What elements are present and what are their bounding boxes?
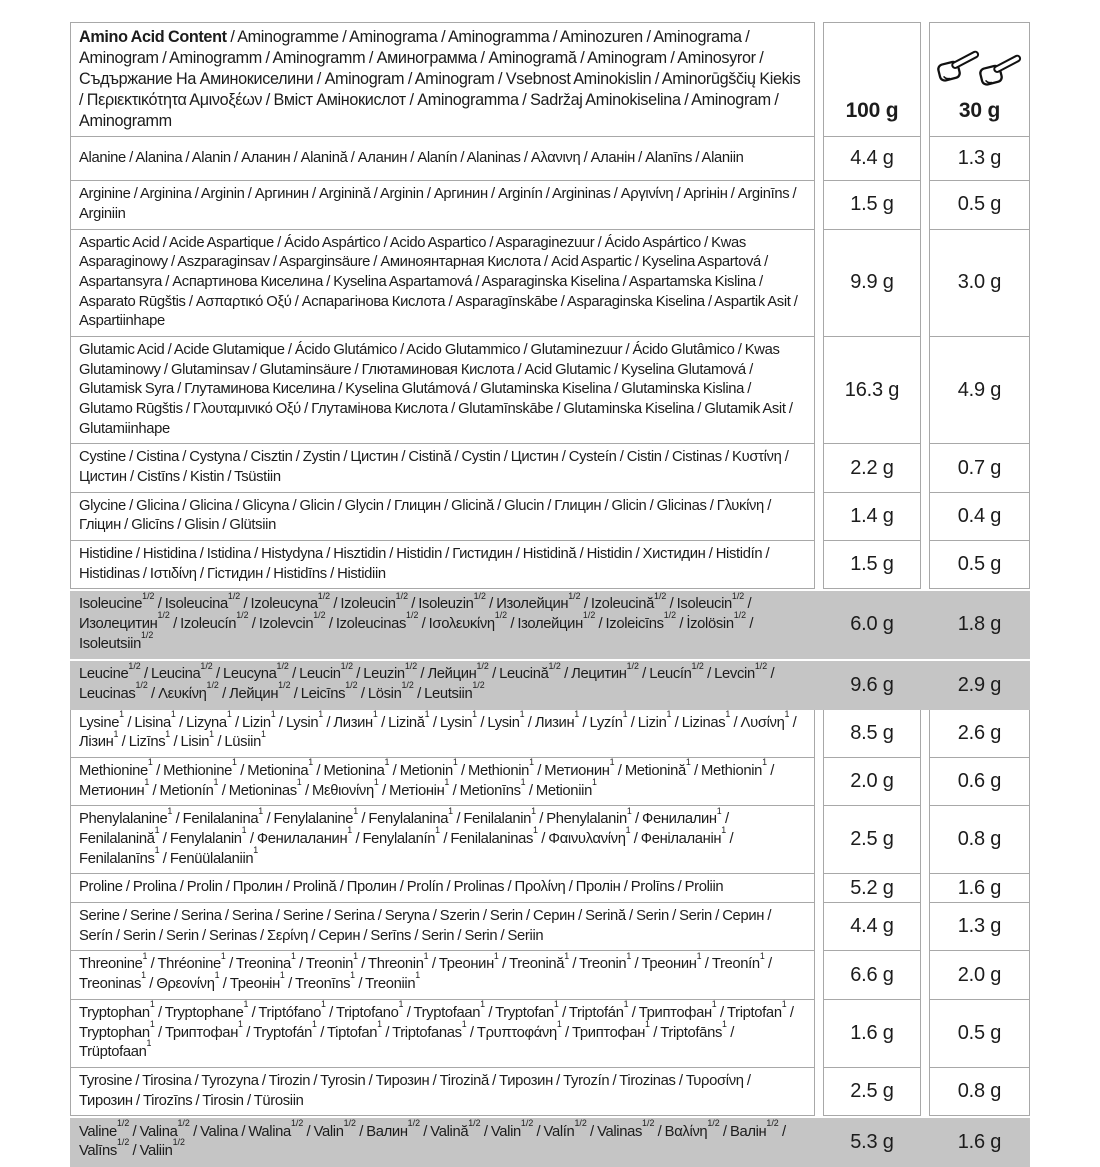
column-gap (815, 806, 823, 874)
table-row-arginine (70, 181, 1030, 229)
value-per-30g: 0.6 g (929, 758, 1030, 806)
table-row-valine (70, 1116, 1030, 1167)
scoop-icons (936, 49, 1024, 85)
amino-acid-label: Tryptophan$^1$ / Tryptophane$^1$ / Triptófano$^1$ / Triptofano$^1$ / Tryptofaan$^1$ / Tryptofan$^1$ / Triptofán$^1$ / Триптофан$^1$ / Triptofan$^1$ / Tryptophan$^1$ / Триптофан$^1$ / Tryptofán$^1$ / Tiptofan$^1$ / Triptofanas$^1$ / Τρυπτοφάνη$^1$ / Триптофан$^1$ / Triptofāns$^1$ / Trüptofaan$^1$ (79, 998, 794, 1061)
column-gap (815, 951, 823, 999)
column-header-30g (929, 22, 1030, 137)
value-per-30g: 0.7 g (929, 444, 1030, 492)
amino-acid-label: Lysine$^1$ / Lisina$^1$ / Lizyna$^1$ / Lizin$^1$ / Lysin$^1$ / Лизин$^1$ / Lizină$^1$ / Lysin$^1$ / Lysin$^1$ / Лизин$^1$ / Lyzín$^1$ / Lizin$^1$ / Lizinas$^1$ / Λυσίνη$^1$ / Лізин$^1$ / Lizīns$^1$ / Lisin$^1$ / Lüsiin$^1$ (79, 708, 797, 751)
column-gap (815, 591, 823, 659)
value-per-30g: 1.8 g (957, 613, 1002, 636)
value-per-30g: 0.8 g (929, 1068, 1030, 1116)
column-gap (815, 137, 823, 181)
amino-acid-label: Phenylalanine$^1$ / Fenilalanina$^1$ / Fenylalanine$^1$ / Fenylalanina$^1$ / Fenilalanin$^1$ / Phenylalanin$^1$ / Фенилалин$^1$ / Fenilalanină$^1$ / Fenylalanin$^1$ / Фенилаланин$^1$ / Fenylalanín$^1$ / Fenilalaninas$^1$ / Φαινυλανίνη$^1$ / Фенілаланін$^1$ / Fenilalanīns$^1$ / Fenüülalaniin$^1$ (79, 805, 734, 867)
column-gap (815, 493, 823, 541)
value-per-30g: 2.6 g (929, 710, 1030, 758)
amino-acid-label: Serine / Serine / Serina / Serina / Serine / Serina / Seryna / Szerin / Serin / Серин / Serină / Serin / Serin / Серин / Serín / Serin / Serin / Serinas / Σερίνη / Серин / Serīns / Serin / Serin / Seriin (79, 908, 772, 944)
table-row-proline (70, 874, 1030, 903)
column-gap (815, 337, 823, 444)
column-header-100g (823, 22, 921, 137)
amino-acid-label: Aspartic Acid / Acide Aspartique / Ácido Aspártico / Acido Aspartico / Asparaginezuur / Ácido Aspártico / Kwas Asparaginowy / Aszparaginsav / Asparginsäure / Аминоянтарная Кислота / Acid Aspartic / Kyselina Aspartová / Aspartansyra / Аспартинова Киселина / Kyselina Aspartamová / Asparaginska Kiselina / Aspartamska Kislina / Asparato Rūgštis / Ασπαρτικό Οξύ / Аспарагінова Кислота / Asparagīnskābe / Asparaginska Kiselina / Aspartik Asit / Aspartiinhape (79, 234, 798, 330)
value-per-30g: 2.9 g (957, 673, 1002, 696)
column-gap (815, 758, 823, 806)
value-per-30g: 1.6 g (929, 874, 1030, 903)
value-per-100g: 2.0 g (823, 758, 921, 806)
column-gap (921, 1118, 929, 1167)
amino-acid-label: Leucine$^{1/2}$ / Leucina$^{1/2}$ / Leucyna$^{1/2}$ / Leucin$^{1/2}$ / Leuzin$^{1/2}$ / Лейцин$^{1/2}$ / Leucină$^{1/2}$ / Лецитин$^{1/2}$ / Leucín$^{1/2}$ / Levcin$^{1/2}$ / Leucinas$^{1/2}$ / Λευκίνη$^{1/2}$ / Лейцин$^{1/2}$ / Leicīns$^{1/2}$ / Lösin$^{1/2}$ / Leutsiin$^{1/2}$ (79, 660, 775, 703)
value-per-30g: 0.8 g (929, 806, 1030, 874)
value-per-100g: 4.4 g (823, 903, 921, 951)
table-row-threonine (70, 951, 1030, 999)
value-per-100g: 1.5 g (823, 181, 921, 229)
value-per-100g: 8.5 g (823, 710, 921, 758)
amino-acid-label: Methionine$^1$ / Methionine$^1$ / Metionina$^1$ / Metionina$^1$ / Metionin$^1$ / Methionin$^1$ / Метионин$^1$ / Metionină$^1$ / Methionin$^1$ / Метионин$^1$ / Metionín$^1$ / Metioninas$^1$ / Μεθιονίνη$^1$ / Метіонін$^1$ / Metionīns$^1$ / Metioniin$^1$ (79, 757, 775, 799)
value-per-30g: 1.6 g (957, 1130, 1002, 1153)
table-header-row (70, 22, 1030, 137)
column-gap (815, 1068, 823, 1116)
column-header-100g-label: 100 g (845, 99, 899, 123)
column-gap (815, 444, 823, 492)
value-per-100g: 5.3 g (850, 1130, 894, 1153)
column-gap (815, 903, 823, 951)
scoop-icon (936, 49, 980, 85)
value-per-30g: 3.0 g (929, 230, 1030, 337)
amino-acid-table (70, 22, 1030, 1167)
table-title-cell (70, 22, 815, 137)
amino-acid-label-cell (70, 337, 815, 444)
amino-acid-label: Glycine / Glicina / Glicina / Glicyna / Glicin / Glycin / Глицин / Glicină / Glucin / Глицин / Glicin / Glicinas / Γλυκίνη / Гліцин / Glicīns / Glisin / Glütsiin (79, 497, 771, 534)
column-gap (921, 951, 929, 999)
amino-acid-label-cell (70, 181, 815, 229)
amino-acid-label: Cystine / Cistina / Cystyna / Cisztin / Zystin / Цистин / Cistină / Cystin / Цистин / Cysteín / Cistin / Cistinas / Κυστίνη / Цистин / Cistīns / Kistin / Tsüstiin (79, 449, 789, 486)
value-per-100g: 1.6 g (823, 1000, 921, 1068)
table-row-methionine (70, 758, 1030, 806)
table-row-glutamic-acid (70, 337, 1030, 444)
column-gap (815, 1000, 823, 1068)
amino-acid-label: Valine$^{1/2}$ / Valina$^{1/2}$ / Valina / Walina$^{1/2}$ / Valin$^{1/2}$ / Валин$^{1/2}$ / Valină$^{1/2}$ / Valin$^{1/2}$ / Valín$^{1/2}$ / Valinas$^{1/2}$ / Βαλίνη$^{1/2}$ / Валін$^{1/2}$ / Valīns$^{1/2}$ / Valiin$^{1/2}$ (79, 1117, 786, 1160)
value-per-30g: 1.3 g (929, 903, 1030, 951)
value-per-30g: 1.3 g (929, 137, 1030, 181)
table-row-tryptophan (70, 1000, 1030, 1068)
column-gap (815, 181, 823, 229)
column-gap (921, 22, 929, 137)
table-title-bold: Amino Acid Content (79, 28, 227, 46)
value-per-100g: 1.4 g (823, 493, 921, 541)
column-gap (921, 903, 929, 951)
column-gap (815, 661, 823, 709)
column-gap (815, 874, 823, 903)
column-gap (921, 137, 929, 181)
table-row-tyrosine (70, 1068, 1030, 1116)
value-per-30g: 0.4 g (929, 493, 1030, 541)
value-per-30g: 2.0 g (929, 951, 1030, 999)
amino-acid-label: Threonine$^1$ / Thréonine$^1$ / Treonina$^1$ / Treonin$^1$ / Threonin$^1$ / Треонин$^1$ / Treonină$^1$ / Treonin$^1$ / Треонин$^1$ / Treonín$^1$ / Treoninas$^1$ / Θρεονίνη$^1$ / Треонін$^1$ / Treonīns$^1$ / Treoniin$^1$ (79, 950, 772, 993)
column-gap (921, 874, 929, 903)
value-per-30g: 0.5 g (929, 541, 1030, 589)
column-gap (815, 230, 823, 337)
value-per-100g: 5.2 g (823, 874, 921, 903)
column-gap (921, 806, 929, 874)
amino-acid-label-cell (70, 903, 815, 951)
column-gap (815, 710, 823, 758)
column-gap (921, 230, 929, 337)
amino-acid-label: Alanine / Alanina / Alanin / Аланин / Alanină / Аланин / Alanín / Alaninas / Αλανινη / Аланін / Alanīns / Alaniin (79, 149, 744, 166)
table-row-isoleucine (70, 589, 1030, 659)
column-gap (921, 1068, 929, 1116)
column-header-30g-label: 30 g (958, 99, 1001, 123)
value-per-100g: 1.5 g (823, 541, 921, 589)
amino-acid-label-cell (70, 806, 815, 874)
amino-acid-label-cell (70, 230, 815, 337)
amino-acid-label-cell (70, 1068, 815, 1116)
column-gap (815, 1118, 823, 1167)
column-gap (815, 22, 823, 137)
amino-acid-label-cell (70, 874, 815, 903)
value-per-100g: 2.5 g (823, 806, 921, 874)
table-row-serine (70, 903, 1030, 951)
column-gap (921, 710, 929, 758)
column-gap (921, 541, 929, 589)
amino-acid-label-cell (70, 541, 815, 589)
amino-acid-label-cell (70, 951, 815, 999)
table-title (79, 27, 806, 132)
table-row-glycine (70, 493, 1030, 541)
table-row-histidine (70, 541, 1030, 589)
value-per-100g: 2.2 g (823, 444, 921, 492)
amino-acid-label: Glutamic Acid / Acide Glutamique / Ácido Glutámico / Acido Glutammico / Glutaminezuur / Ácido Glutâmico / Kwas Glutaminowy / Glutaminsav / Glutaminsäure / Глютаминовая Кислота / Acid Glutamic / Kyselina Glutamová / Glutamisk Syra / Глутаминова Киселина / Kyselina Glutámová / Glutaminska Kiselina / Glutaminska Kislina / Glutamo Rūgštis / Γλουταμινικό Οξύ / Глутамінова Кислота / Glutamīnskābe / Glutaminska Kiselina / Glutamik Asit / Glutamiinhape (79, 342, 793, 437)
value-per-100g: 9.9 g (823, 230, 921, 337)
column-gap (921, 661, 929, 709)
table-row-alanine (70, 137, 1030, 181)
amino-acid-label: Tyrosine / Tirosina / Tyrozyna / Tirozin / Tyrosin / Тирозин / Tirozină / Тирозин / Tyrozín / Tirozinas / Τυροσίνη / Тирозин / Tirozīns / Tirosin / Türosiin (79, 1072, 751, 1109)
table-row-leucine (70, 659, 1030, 709)
value-per-100g: 16.3 g (823, 337, 921, 444)
value-per-100g: 2.5 g (823, 1068, 921, 1116)
value-per-30g: 4.9 g (929, 337, 1030, 444)
column-gap (921, 1000, 929, 1068)
column-gap (921, 758, 929, 806)
scoop-icon (978, 53, 1022, 89)
table-title-rest: / Aminogramme / Aminograma / Aminogramma / Aminozuren / Aminograma / Aminogram / Aminogramm / Aminogramm / Аминограмма / Aminogramă / Aminogram / Aminosyror / Съдържание На Аминокиселини / Aminogram / Aminogram / Vsebnost Aminokislin / Aminorūgščių Kiekis / Περιεκτικότητα Αμινοξέων / Вміст Амінокислот / Aminogramma / Sadržaj Aminokiselina / Aminogram / Aminogramm (79, 28, 801, 131)
amino-acid-label: Proline / Prolina / Prolin / Пролин / Prolină / Пролин / Prolín / Prolinas / Προλίνη / Пролін / Prolīns / Proliin (79, 879, 724, 896)
table-row-lysine (70, 710, 1030, 758)
amino-acid-label-cell (70, 1000, 815, 1068)
amino-acid-label: Histidine / Histidina / Istidina / Histydyna / Hisztidin / Histidin / Гистидин / Histidină / Histidin / Хистидин / Histidín / Histidinas / Ιστιδίνη / Гістидин / Histidīns / Histidiin (79, 546, 770, 582)
amino-acid-label: Arginine / Arginina / Arginin / Аргинин / Arginină / Arginin / Аргинин / Arginín / Argininas / Αργινίνη / Аргінін / Arginīns / Arginiin (79, 186, 797, 222)
value-per-100g: 6.0 g (850, 613, 894, 636)
column-gap (921, 444, 929, 492)
column-gap (815, 541, 823, 589)
value-per-100g: 6.6 g (823, 951, 921, 999)
table-row-cystine (70, 444, 1030, 492)
column-gap (921, 591, 929, 659)
amino-acid-label-cell (70, 661, 815, 709)
column-gap (921, 337, 929, 444)
amino-acid-label-cell (70, 710, 815, 758)
amino-acid-label-cell (70, 444, 815, 492)
table-row-phenylalanine (70, 806, 1030, 874)
amino-acid-label-cell (70, 758, 815, 806)
value-per-30g: 0.5 g (929, 1000, 1030, 1068)
value-per-100g: 9.6 g (850, 673, 894, 696)
column-gap (921, 493, 929, 541)
amino-acid-label-cell (70, 493, 815, 541)
table-row-aspartic-acid (70, 230, 1030, 337)
amino-acid-label: Isoleucine$^{1/2}$ / Isoleucina$^{1/2}$ / Izoleucyna$^{1/2}$ / Izoleucin$^{1/2}$ / Isoleuzin$^{1/2}$ / Изолейцин$^{1/2}$ / Izoleucină$^{1/2}$ / Isoleucin$^{1/2}$ / Изолецитин$^{1/2}$ / Izoleucín$^{1/2}$ / Izolevcin$^{1/2}$ / Izoleucinas$^{1/2}$ / Ισολευκίνη$^{1/2}$ / Ізолейцин$^{1/2}$ / Izoleicīns$^{1/2}$ / İzolösin$^{1/2}$ / Isoleutsiin$^{1/2}$ (79, 590, 754, 652)
amino-acid-label-cell (70, 1118, 815, 1167)
amino-acid-label-cell (70, 137, 815, 181)
amino-acid-label-cell (70, 591, 815, 659)
value-per-30g: 0.5 g (929, 181, 1030, 229)
column-gap (921, 181, 929, 229)
value-per-100g: 4.4 g (823, 137, 921, 181)
